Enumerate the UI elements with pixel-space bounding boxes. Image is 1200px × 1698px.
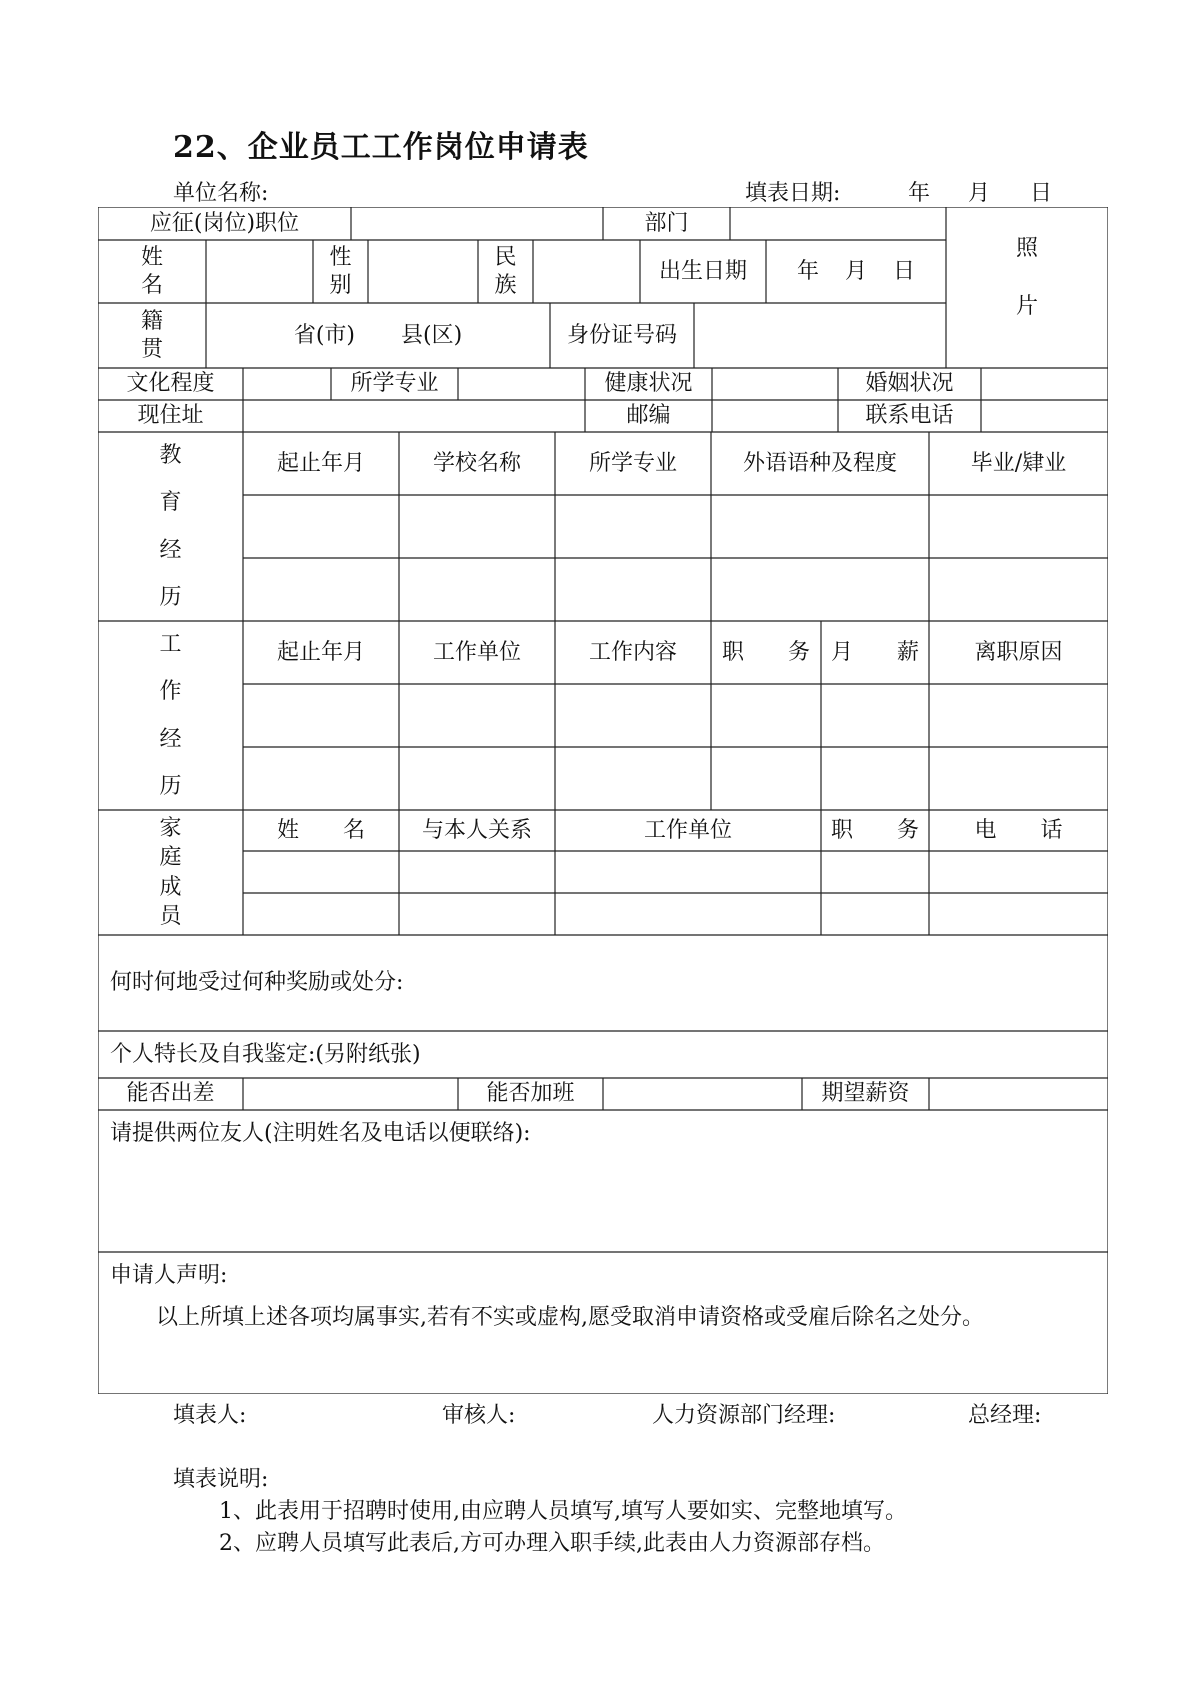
fill-date-year: 年 — [908, 181, 931, 206]
label-char: 历 — [159, 585, 182, 610]
major-field[interactable] — [458, 368, 585, 400]
education-level-field[interactable] — [243, 368, 331, 400]
work-col-content: 工作内容 — [588, 639, 677, 665]
label-char: 教 — [159, 442, 182, 468]
expected-salary-field[interactable] — [929, 1078, 1108, 1110]
label-char: 经 — [159, 537, 182, 563]
ethnicity-field[interactable] — [533, 240, 640, 303]
birth-day-unit: 日 — [893, 258, 916, 284]
label-char: 族 — [494, 272, 517, 298]
ethnicity-label — [478, 240, 533, 303]
postcode-field[interactable] — [712, 400, 838, 432]
declaration-text: 以上所填上述各项均属事实,若有不实或虚构,愿受取消申请资格或受雇后除名之处分。 — [156, 1304, 984, 1330]
birth-year-unit: 年 — [796, 258, 819, 284]
unit-name-label: 单位名称: — [173, 181, 269, 206]
birth-month-unit: 月 — [844, 258, 867, 284]
label-char: 育 — [159, 490, 182, 515]
business-travel-field[interactable] — [243, 1078, 458, 1110]
label-char: 别 — [329, 272, 352, 298]
family-members-label — [98, 810, 243, 935]
gender-label — [313, 240, 368, 303]
family-row-2[interactable] — [243, 893, 1108, 935]
department-label: 部门 — [644, 210, 689, 236]
position-label: 应征(岗位)职位 — [149, 210, 300, 236]
family-row-1[interactable] — [243, 851, 1108, 893]
filler-signature-label: 填表人: — [173, 1403, 247, 1428]
work-col-leave-reason: 离职原因 — [974, 639, 1063, 665]
label-char: 作 — [159, 679, 182, 704]
edu-col-period: 起止年月 — [276, 450, 365, 476]
application-form-table — [98, 207, 1108, 1394]
instruction-item: 2、应聘人员填写此表后,方可办理入职手续,此表由人力资源部存档。 — [219, 1531, 885, 1556]
photo-label-char: 片 — [1015, 293, 1038, 319]
gm-signature-label: 总经理: — [968, 1403, 1042, 1428]
birth-date-label: 出生日期 — [658, 258, 747, 284]
label-char: 姓 — [140, 245, 163, 270]
phone-field[interactable] — [981, 400, 1108, 432]
form-title: 22、企业员工工作岗位申请表 — [173, 130, 589, 165]
reviewer-signature-label: 审核人: — [442, 1403, 516, 1428]
instructions-heading: 填表说明: — [173, 1467, 269, 1492]
work-col-period: 起止年月 — [276, 639, 365, 665]
fill-date-month: 月 — [968, 181, 991, 206]
label-char: 经 — [159, 726, 182, 752]
work-row-1[interactable] — [243, 684, 1108, 747]
education-row-1[interactable] — [243, 495, 1108, 558]
references-label[interactable]: 请提供两位友人(注明姓名及电话以便联络): — [110, 1121, 531, 1146]
province-unit: 省(市) — [293, 322, 355, 348]
edu-col-graduation: 毕业/肄业 — [970, 450, 1067, 476]
declaration-label: 申请人声明: — [110, 1263, 228, 1288]
county-unit: 县(区) — [401, 322, 463, 348]
family-col-relation: 与本人关系 — [421, 817, 532, 843]
label-char: 工 — [159, 631, 182, 657]
label-char: 民 — [494, 245, 517, 270]
hr-manager-signature-label: 人力资源部门经理: — [652, 1403, 836, 1428]
family-col-employer: 工作单位 — [643, 817, 732, 843]
label-char: 籍 — [140, 309, 163, 334]
instruction-item: 1、此表用于招聘时使用,由应聘人员填写,填写人要如实、完整地填写。 — [219, 1499, 907, 1524]
education-history-label — [98, 432, 243, 621]
fill-date-day: 日 — [1030, 181, 1053, 206]
label-char: 性 — [329, 245, 352, 270]
business-travel-label: 能否出差 — [126, 1081, 215, 1107]
edu-col-language: 外语语种及程度 — [742, 450, 897, 476]
major-label: 所学专业 — [350, 371, 439, 397]
department-field[interactable] — [730, 207, 946, 240]
work-col-employer: 工作单位 — [432, 639, 521, 665]
education-level-label: 文化程度 — [126, 371, 215, 397]
label-char: 庭 — [159, 845, 182, 870]
address-field[interactable] — [243, 400, 585, 432]
position-field[interactable] — [351, 207, 603, 240]
id-number-field[interactable] — [694, 303, 946, 368]
label-char: 历 — [159, 774, 182, 799]
name-label — [98, 240, 206, 303]
label-char: 员 — [159, 904, 182, 929]
family-col-title: 职 务 — [830, 817, 919, 843]
gender-field[interactable] — [368, 240, 478, 303]
photo-label-char: 照 — [1015, 236, 1038, 261]
postcode-label: 邮编 — [626, 403, 671, 429]
label-char: 贯 — [140, 336, 163, 362]
address-label: 现住址 — [137, 403, 204, 429]
specialty-label[interactable]: 个人特长及自我鉴定:(另附纸张) — [110, 1041, 421, 1067]
work-col-title: 职 务 — [721, 639, 810, 665]
health-label: 健康状况 — [604, 371, 693, 397]
label-char: 家 — [159, 815, 182, 841]
marital-label: 婚姻状况 — [865, 371, 954, 397]
work-history-label — [98, 621, 243, 810]
edu-col-school: 学校名称 — [432, 450, 521, 476]
native-place-field[interactable] — [206, 303, 550, 368]
label-char: 名 — [140, 272, 163, 298]
overtime-label: 能否加班 — [486, 1081, 575, 1107]
birth-date-field[interactable] — [766, 240, 946, 303]
photo-box[interactable] — [946, 207, 1108, 368]
awards-label[interactable]: 何时何地受过何种奖励或处分: — [110, 970, 404, 996]
applicant-declaration — [98, 1252, 1108, 1394]
expected-salary-label: 期望薪资 — [821, 1081, 910, 1107]
overtime-field[interactable] — [603, 1078, 802, 1110]
marital-field[interactable] — [981, 368, 1108, 400]
id-number-label: 身份证号码 — [566, 322, 677, 348]
edu-col-major: 所学专业 — [588, 450, 677, 476]
fill-date-label: 填表日期: — [745, 181, 841, 206]
work-row-2[interactable] — [243, 747, 1108, 810]
name-field[interactable] — [206, 240, 313, 303]
work-col-salary: 月 薪 — [830, 639, 919, 665]
native-place-label — [98, 303, 206, 368]
family-col-phone: 电 话 — [974, 817, 1063, 843]
label-char: 成 — [159, 874, 182, 900]
health-field[interactable] — [712, 368, 838, 400]
family-col-name: 姓 名 — [276, 817, 365, 843]
phone-label: 联系电话 — [865, 403, 954, 429]
education-row-2[interactable] — [243, 558, 1108, 621]
